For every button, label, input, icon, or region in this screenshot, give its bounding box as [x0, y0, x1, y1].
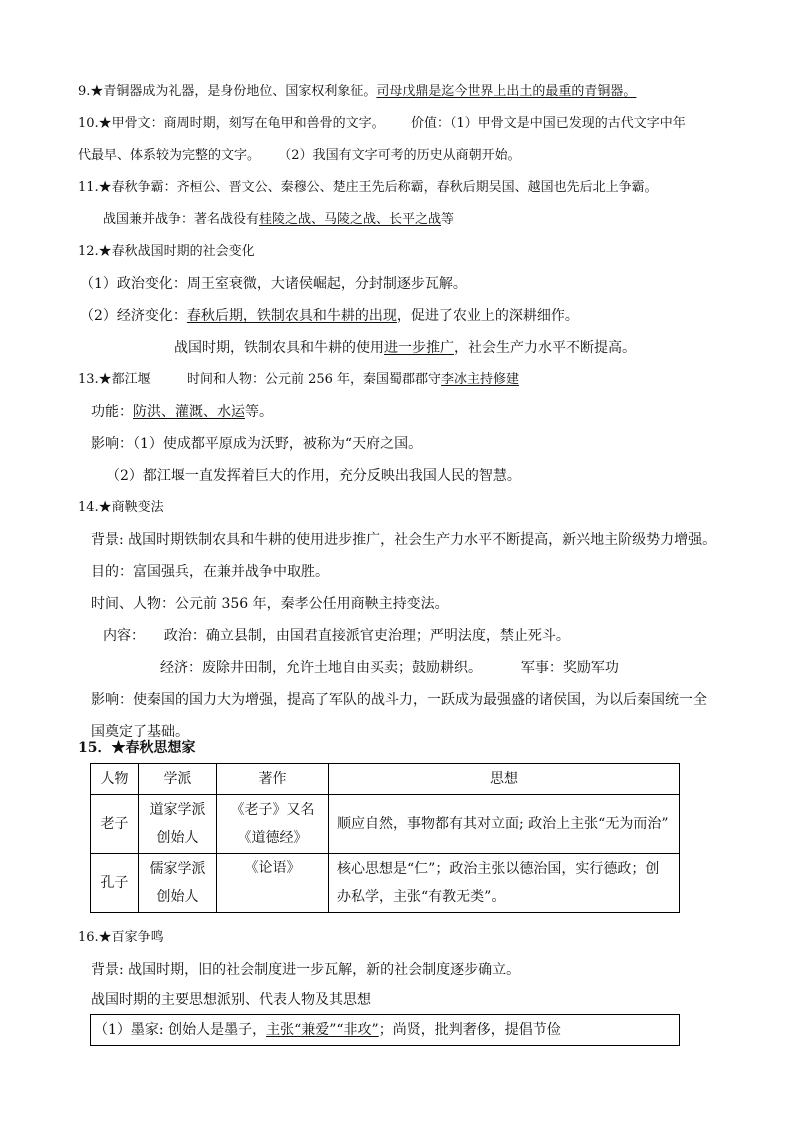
table-cell-school: 儒家学派 创始人 [139, 854, 217, 913]
item-13-time: 时间和人物：公元前 256 年，秦国蜀郡郡守 [186, 372, 442, 387]
table-cell-work: 《论语》 [217, 854, 329, 913]
table-cell-idea: 顺应自然，事物都有其对立面; 政治上主张“无为而治” [329, 795, 680, 854]
item-13-title: 13.★都江堰 [78, 372, 151, 387]
table-header-idea: 思想 [329, 764, 680, 795]
thinkers-table [90, 763, 680, 913]
item-14-effect-2: 国奠定了基础。 [91, 724, 189, 740]
table-cell-school: 道家学派 创始人 [139, 795, 217, 854]
item-11-etc: 等 [441, 212, 455, 227]
item-11-text: 11.★春秋争霸：齐桓公、晋文公、秦穆公、楚庄王先后称霸，春秋后期吴国、越国也先后北上争霸。 [78, 180, 658, 195]
item-10-value-2: （2）我国有文字可考的历史从商朝开始。 [278, 148, 521, 163]
item-12-warring-underlined: 进一步推广 [384, 340, 454, 356]
table-header-work: 著作 [217, 764, 329, 795]
item-10-definition: 10.★甲骨文：商周时期，刻写在龟甲和兽骨的文字。 [78, 116, 385, 131]
item-12-warring [174, 341, 636, 355]
mohist-text [94, 1023, 561, 1037]
item-16-subtitle: 战国时期的主要思想派别、代表人物及其思想 [91, 992, 371, 1008]
item-12-warring-rest: ，社会生产力水平不断提高。 [454, 340, 636, 356]
item-14-background: 背景: 战国时期铁制农具和牛耕的使用进步推广，社会生产力水平不断提高，新兴地主阶级势力增强。 [91, 532, 717, 548]
item-12-economy-underlined: 春秋后期，铁制农具和牛耕的出现 [186, 308, 397, 324]
item-15-title: 15．★春秋思想家 [78, 740, 196, 756]
item-10-line-2 [78, 149, 521, 162]
item-12-title: 12.★春秋战国时期的社会变化 [78, 244, 255, 259]
item-9-underlined: 司母戊鼎是迄今世界上出土的最重的青铜器。 [376, 84, 637, 99]
item-14-time: 时间、人物：公元前 356 年，秦孝公任用商鞅主持变法。 [91, 596, 449, 612]
item-11-war: 战国兼并战争：著名战役有 [103, 212, 260, 227]
item-9 [78, 85, 636, 98]
table-row [91, 795, 680, 854]
item-14-effect-1: 影响：使秦国的国力大为增强，提高了军队的战斗力，一跃成为最强盛的诸侯国，为以后秦国统一全 [91, 692, 707, 708]
mohist-label: （1）墨家: 创始人是墨子， [94, 1022, 267, 1038]
item-13-func-label: 功能： [91, 404, 133, 420]
item-10-line-1 [78, 117, 686, 130]
item-13-effect-1: 影响：（1）使成都平原成为沃野，被称为“天府之国。 [91, 436, 423, 452]
item-12-politics: （1）政治变化：周王室衰微，大诸侯崛起，分封制逐步瓦解。 [80, 276, 467, 292]
item-14-content-label: 内容： [103, 628, 145, 644]
item-12-economy-label: （2）经济变化： [80, 308, 187, 324]
table-header-school: 学派 [139, 764, 217, 795]
mohist-rest: ；尚贤，批判奢侈，提倡节俭 [378, 1022, 561, 1038]
item-13-person: 李冰主持修建 [441, 372, 520, 387]
item-16-title: 16.★百家争鸣 [78, 930, 164, 945]
table-header-person: 人物 [91, 764, 139, 795]
table-header-row [91, 764, 680, 795]
item-14-economy-row [160, 661, 619, 675]
item-14-goal: 目的：富国强兵，在兼并战争中取胜。 [91, 564, 329, 580]
item-14-economy: 经济：废除井田制，允许土地自由买卖；鼓励耕织。 [160, 660, 482, 676]
item-14-title: 14.★商鞅变法 [78, 500, 164, 515]
item-14-military: 军事：奖励军功 [520, 660, 619, 676]
item-9-text: 9.★青铜器成为礼器，是身份地位、国家权利象征。 [78, 84, 377, 99]
item-13-func-rest: 等。 [245, 404, 273, 420]
item-13-line-1 [78, 373, 519, 386]
item-14-politics: 政治：确立县制，由国君直接派官吏治理；严明法度，禁止死斗。 [163, 628, 570, 644]
table-cell-person: 老子 [91, 795, 139, 854]
item-14-content-row [103, 629, 570, 643]
item-11-battles: 桂陵之战、马陵之战、长平之战 [259, 212, 442, 227]
item-10-value-cont: 代最早、体系较为完整的文字。 [78, 148, 261, 163]
table-cell-person: 孔子 [91, 854, 139, 913]
table-cell-work: 《老子》又名 《道德经》 [217, 795, 329, 854]
mohist-underlined: 主张“兼爱”“非攻” [266, 1022, 379, 1038]
item-10-value: 价值：（1）甲骨文是中国已发现的古代文字中年 [410, 116, 686, 131]
item-13-func-underlined: 防洪、灌溉、水运 [133, 404, 245, 420]
item-16-background: 背景: 战国时期，旧的社会制度进一步瓦解，新的社会制度逐步确立。 [91, 962, 521, 978]
item-12-economy-rest: ，促进了农业上的深耕细作。 [396, 308, 579, 324]
item-13-effect-2: （2）都江堰一直发挥着巨大的作用，充分反映出我国人民的智慧。 [106, 468, 521, 484]
item-13-function [91, 405, 273, 419]
item-12-economy [80, 309, 579, 323]
table-cell-idea: 核心思想是“仁”；政治主张以德治国，实行德政；创 办私学，主张“有教无类”。 [329, 854, 680, 913]
table-row [91, 854, 680, 913]
item-11-line-1 [78, 181, 658, 194]
item-12-warring-text: 战国时期，铁制农具和牛耕的使用 [174, 340, 384, 356]
item-11-line-2 [103, 213, 454, 226]
